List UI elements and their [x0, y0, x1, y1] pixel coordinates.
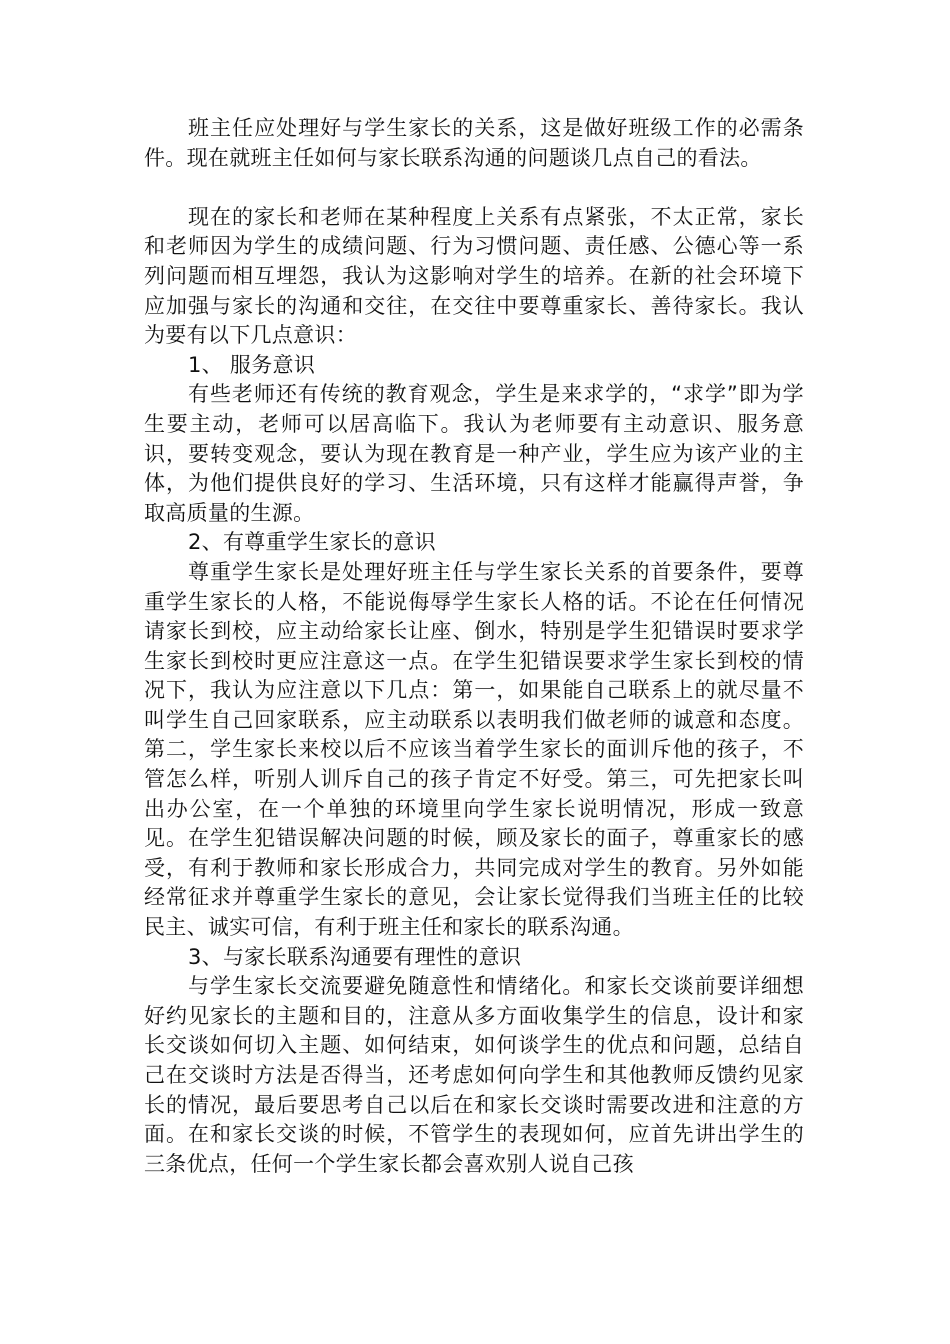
section-2-body: 尊重学生家长是处理好班主任与学生家长关系的首要条件，要尊重学生家长的人格，不能说侮辱学生家长人格的话。不论在任何情况请家长到校，应主动给家长让座、倒水，特别是学生犯错误时要求学生家长到校时更应注意这一点。在学生犯错误要求学生家长到校的情况下，我认为应注意以下几点：第一，如果能自己联系上的就尽量不叫学生自己回家联系，应主动联系以表明我们做老师的诚意和态度。第二，学生家长来校以后不应该当着学生家长的面训斥他的孩子，不管怎么样，听别人训斥自己的孩子肯定不好受。第三，可先把家长叫出办公室，在一个单独的环境里向学生家长说明情况，形成一致意见。在学生犯错误解决问题的时候，顾及家长的面子，尊重家长的感受，有利于教师和家长形成合力，共同完成对学生的教育。另外如能经常征求并尊重学生家长的意见，会让家长觉得我们当班主任的比较民主、诚实可信，有利于班主任和家长的联系沟通。: [144, 559, 804, 940]
section-1-body: 有些老师还有传统的教育观念，学生是来求学的，“求学”即为学生要主动，老师可以居高临下。我认为老师要有主动意识、服务意识，要转变观念，要认为现在教育是一种产业，学生应为该产业的主体，为他们提供良好的学习、生活环境，只有这样才能赢得声誉，争取高质量的生源。: [144, 382, 804, 525]
background-paragraph: 现在的家长和老师在某种程度上关系有点紧张，不太正常，家长和老师因为学生的成绩问题、行为习惯问题、责任感、公德心等一系列问题而相互埋怨，我认为这影响对学生的培养。在新的社会环境下应加强与家长的沟通和交往，在交往中要尊重家长、善待家长。我认为要有以下几点意识：: [144, 204, 804, 348]
section-3-body: 与学生家长交流要避免随意性和情绪化。和家长交谈前要详细想好约见家长的主题和目的，注意从多方面收集学生的信息，设计和家长交谈如何切入主题、如何结束，如何谈学生的优点和问题，总结自己在交谈时方法是否得当，还考虑如何向学生和其他教师反馈约见家长的情况，最后要思考自己以后在和家长交谈时需要改进和注意的方面。在和家长交谈的时候，不管学生的表现如何，应首先讲出学生的三条优点，任何一个学生家长都会喜欢别人说自己孩: [144, 974, 804, 1176]
document-body: [144, 114, 804, 1179]
section-2-heading: 2、有尊重学生家长的意识: [188, 530, 436, 555]
section-1-heading: 1、 服务意识: [188, 352, 316, 377]
intro-paragraph: 班主任应处理好与学生家长的关系，这是做好班级工作的必需条件。现在就班主任如何与家长联系沟通的问题谈几点自己的看法。: [144, 116, 804, 170]
section-3-heading: 3、与家长联系沟通要有理性的意识: [188, 944, 522, 969]
